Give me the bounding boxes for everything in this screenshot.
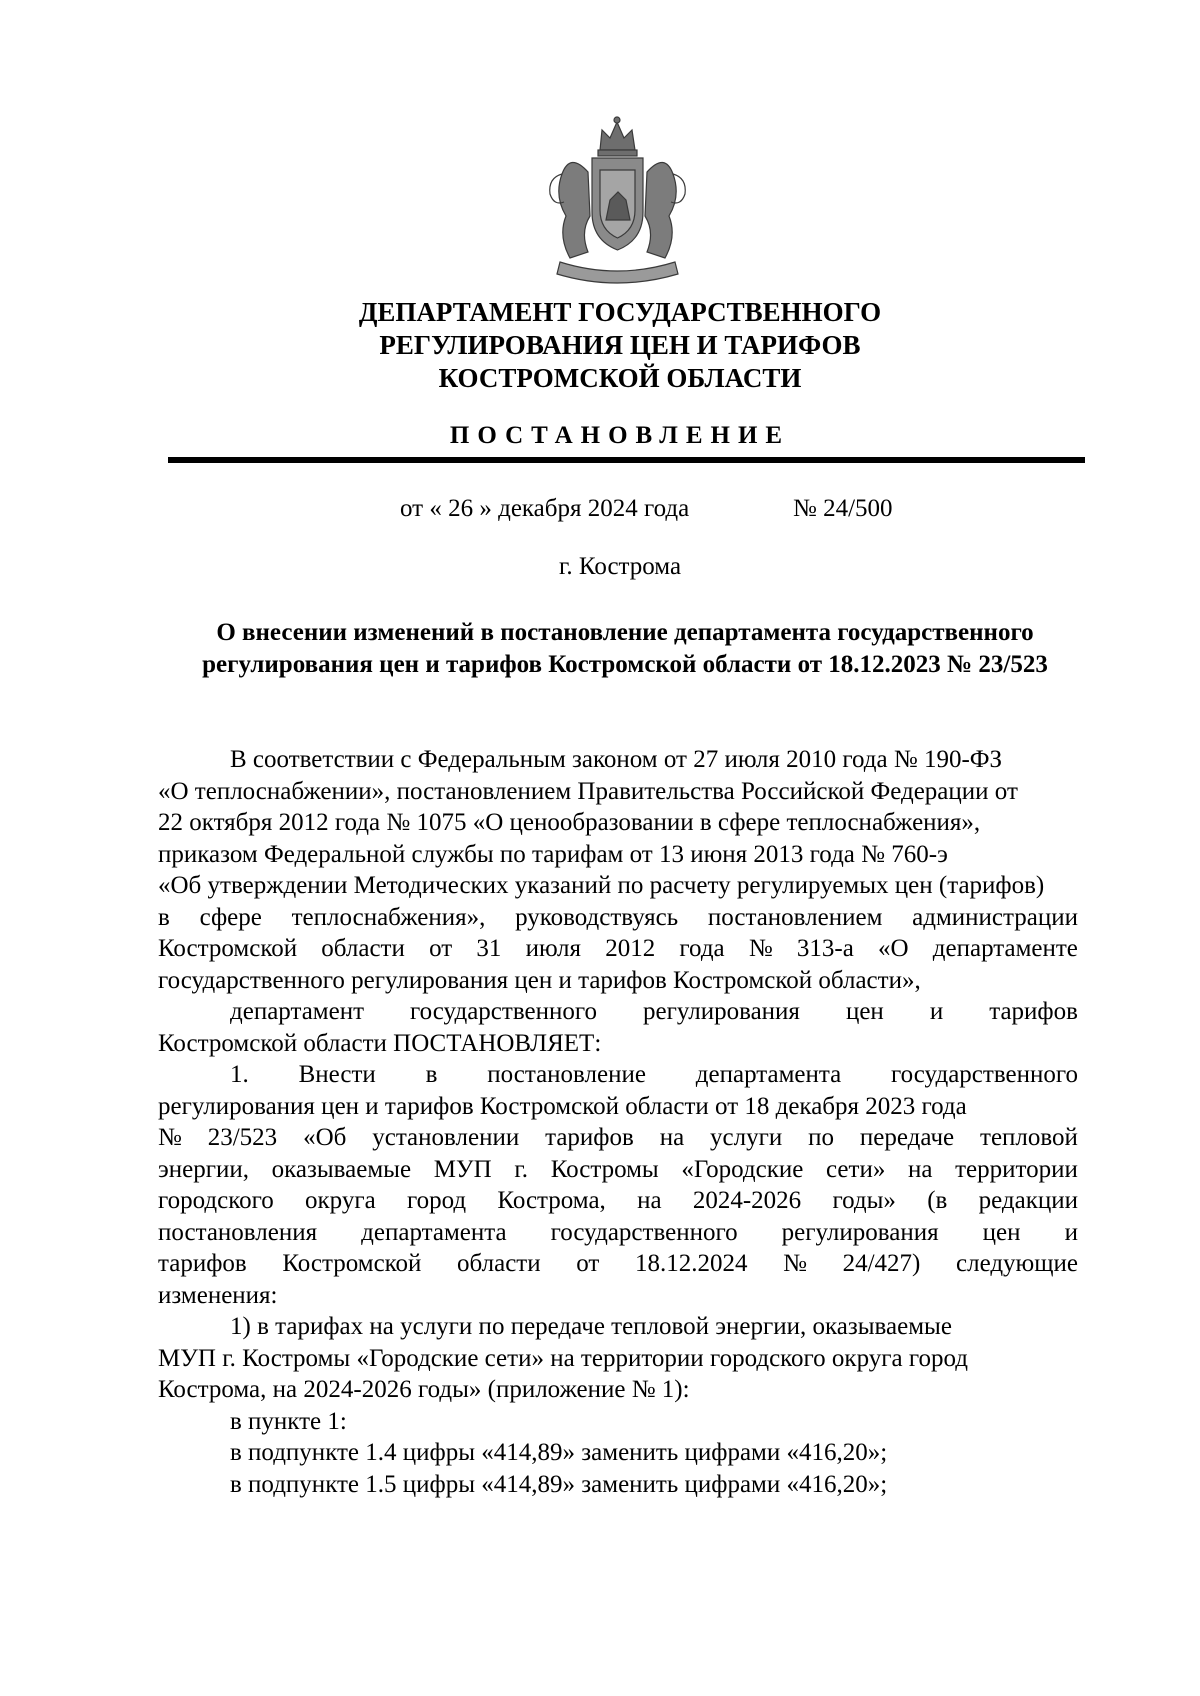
body-line: в подпункте 1.5 цифры «414,89» заменить цифрами «416,20»; [230,1470,888,1498]
body-word: тарифов [158,1250,247,1277]
body-word: государственного [410,998,597,1025]
body-word: администрации [912,903,1078,931]
body-word: № [783,1250,807,1277]
body-word: регулирования [642,998,800,1025]
body-word: цен [982,1218,1021,1246]
body-word: 2012 [605,935,656,962]
body-word: на [907,1155,933,1183]
body-word: постановлением [707,903,883,931]
body-word: руководствуясь [515,903,679,931]
body-line [158,1185,1078,1217]
body-word: сфере [199,903,262,931]
subject-line: регулирования цен и тарифов Костромской области от 18.12.2023 № 23/523 [202,651,1048,678]
body-line [158,933,1078,965]
body-word: оказываемые [271,1155,412,1183]
header-divider [168,457,1085,463]
document-number: № 24/500 [793,495,893,522]
body-line: МУП г. Костромы «Городские сети» на территории городского округа город [158,1344,968,1372]
body-line [158,1059,1078,1091]
body-word: город [406,1187,467,1214]
body-word: округа [305,1187,376,1214]
body-word: «Городские [681,1155,804,1183]
body-word: департамента [361,1218,507,1246]
document-subject [150,617,1100,681]
department-line: ДЕПАРТАМЕНТ ГОСУДАРСТВЕННОГО [358,297,882,327]
document-type-heading: ПОСТАНОВЛЕНИЕ [449,422,791,449]
department-line: КОСТРОМСКОЙ ОБЛАСТИ [438,363,802,393]
body-line: приказом Федеральной службы по тарифам от 13 июня 2013 года № 760-э [158,840,948,868]
body-word: МУП [433,1155,492,1183]
subject-line: О внесении изменений в постановление департамента государственного [216,619,1034,646]
body-word: Кострома, [497,1187,606,1214]
body-word: 313-а [796,935,854,962]
body-line: Кострома, на 2024-2026 годы» (приложение № 1): [158,1376,690,1403]
body-word: года [679,935,725,962]
body-line [158,902,1078,934]
body-word: области [457,1250,541,1277]
body-line: 1) в тарифах на услуги по передаче тепловой энергии, оказываемые [230,1313,952,1340]
body-word: редакции [978,1187,1078,1214]
body-word: Костромской [158,935,298,962]
body-word: на [637,1187,662,1214]
body-word: «О [878,935,909,962]
body-word: городского [158,1187,274,1214]
body-line [158,1248,1078,1280]
body-word: Костромы [550,1155,659,1183]
body-word: и [929,998,944,1025]
body-word: на [659,1124,685,1151]
document-body [158,744,1078,1500]
body-word: от [576,1250,600,1277]
body-line: в подпункте 1.4 цифры «414,89» заменить цифрами «416,20»; [230,1439,888,1466]
body-word: постановление [487,1061,646,1088]
body-word: Внести [298,1061,376,1088]
document-city: г. Кострома [558,553,682,580]
body-word: г. [514,1155,529,1183]
body-word: 24/427) [842,1250,921,1277]
body-word: области [321,935,405,962]
body-line: изменения: [158,1281,278,1309]
body-line: «Об утверждении Методических указаний по расчету регулируемых цен (тарифов) [158,872,1045,899]
body-word: государственного [891,1061,1078,1088]
body-line: регулирования цен и тарифов Костромской области от 18 декабря 2023 года [158,1092,967,1120]
body-word: государственного [550,1218,738,1246]
body-line: «О теплоснабжении», постановлением Правительства Российской Федерации от [158,777,1018,805]
body-word: тепловой [980,1124,1078,1151]
body-word: услуги [710,1124,783,1151]
body-word: тарифов [989,998,1078,1025]
body-word: 1. [230,1061,249,1088]
body-line: государственного регулирования цен и тарифов Костромской области», [158,966,921,994]
body-word: № [748,935,773,962]
body-line [158,1154,1078,1186]
body-line [158,996,1078,1028]
coat-of-arms-icon [540,112,695,292]
body-line: в пункте 1: [230,1407,347,1435]
body-word: июля [525,935,581,962]
body-word: цен [845,998,884,1025]
body-line: 22 октября 2012 года № 1075 «О ценообразовании в сфере теплоснабжения», [158,809,981,836]
body-word: следующие [956,1250,1078,1277]
body-word: департамента [695,1061,842,1088]
body-word: Костромской [282,1250,422,1277]
body-word: 18.12.2024 [634,1250,748,1277]
body-word: регулирования [781,1218,939,1246]
body-word: в [158,903,170,931]
body-line [158,1122,1078,1154]
body-line [158,1217,1078,1249]
body-word: сети» [826,1155,886,1183]
body-word: 23/523 [207,1124,278,1151]
body-word: энергии, [158,1155,249,1183]
body-line: Костромской области ПОСТАНОВЛЯЕТ: [158,1029,602,1057]
body-word: «Об [303,1124,347,1151]
body-word: постановления [158,1218,318,1246]
body-word: годы» [832,1187,896,1214]
body-word: № [158,1124,182,1151]
body-word: установлении [372,1124,520,1151]
department-title [200,296,1040,395]
body-word: от [429,935,453,962]
body-word: и [1064,1218,1078,1246]
body-word: 31 [476,935,502,962]
body-word: департаменте [932,935,1078,962]
body-word: территории [955,1155,1078,1183]
department-line: РЕГУЛИРОВАНИЯ ЦЕН И ТАРИФОВ [379,330,861,360]
body-word: по [808,1124,835,1151]
body-word: тарифов [545,1124,634,1151]
document-date: от « 26 » декабря 2024 года [400,495,690,522]
body-word: передаче [859,1124,955,1151]
body-word: департамент [230,998,365,1025]
body-line: В соответствии с Федеральным законом от 27 июля 2010 года № 190-ФЗ [230,746,1003,773]
body-word: в [425,1061,438,1088]
body-word: (в [927,1187,948,1214]
body-word: 2024-2026 [692,1187,802,1214]
body-word: теплоснабжения», [291,903,486,931]
